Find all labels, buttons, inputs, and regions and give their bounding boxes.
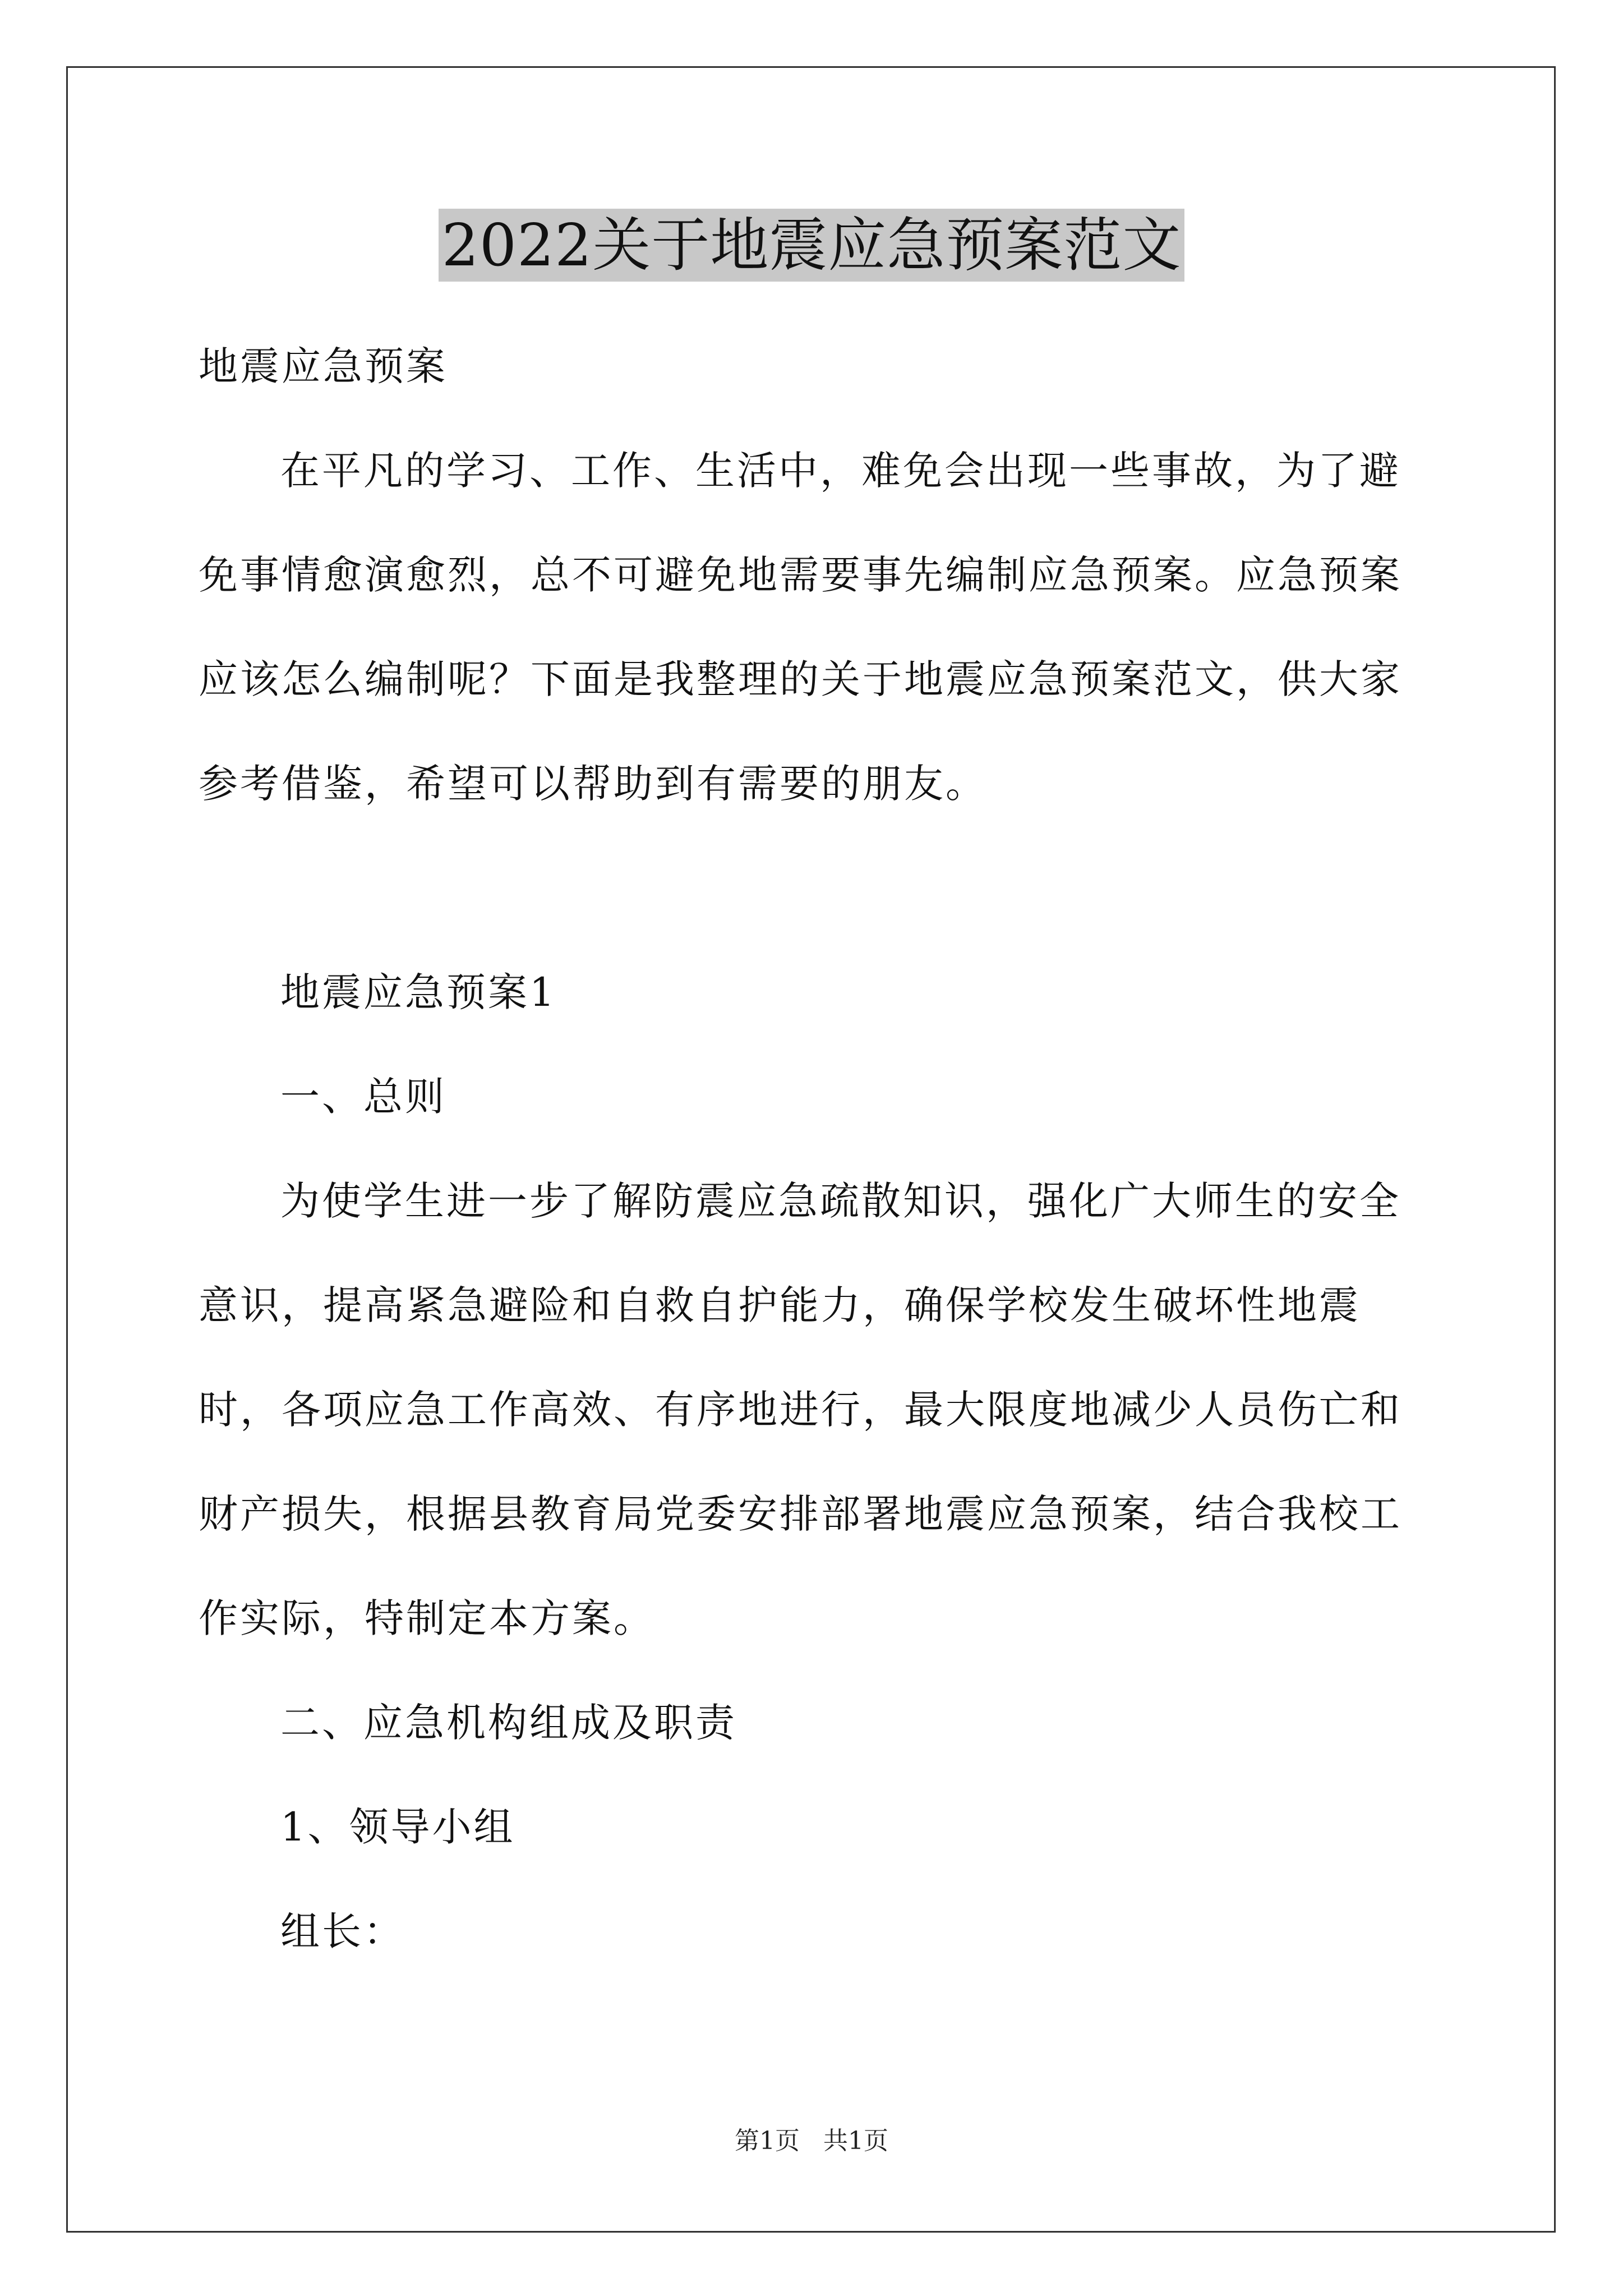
section-heading: 地震应急预案 [199, 343, 448, 389]
intro-paragraph: 在平凡的学习、工作、生活中，难免会出现一些事故，为了避免事情愈演愈烈，总不可避免地需要事先编制应急预案。应急预案应该怎么编制呢？下面是我整理的关于地震应急预案范文，供大家参考借鉴，希望可以帮助到有需要的朋友。 [199, 448, 1402, 807]
title-container [0, 209, 1623, 282]
heading-general-principles: 一、总则 [280, 1074, 446, 1120]
heading-leadership-group: 1、领导小组 [280, 1804, 515, 1850]
document-body [199, 314, 1427, 1984]
page-total: 共1页 [823, 2127, 888, 2155]
page-footer [0, 2120, 1623, 2156]
blank-line [199, 836, 1427, 940]
heading-organization: 二、应急机构组成及职责 [280, 1700, 737, 1746]
group-leader-line: 组长： [280, 1908, 405, 1954]
subsection-heading: 地震应急预案1 [280, 969, 557, 1015]
document-title: 2022关于地震应急预案范文 [439, 209, 1185, 282]
body-paragraph: 为使学生进一步了解防震应急疏散知识，强化广大师生的安全意识，提高紧急避险和自救自护能力，确保学校发生破坏性地震时，各项应急工作高效、有序地进行，最大限度地减少人员伤亡和财产损失，根据县教育局党委安排部署地震应急预案，结合我校工作实际，特制定本方案。 [199, 1178, 1402, 1641]
page-number: 第1页 [735, 2127, 800, 2155]
